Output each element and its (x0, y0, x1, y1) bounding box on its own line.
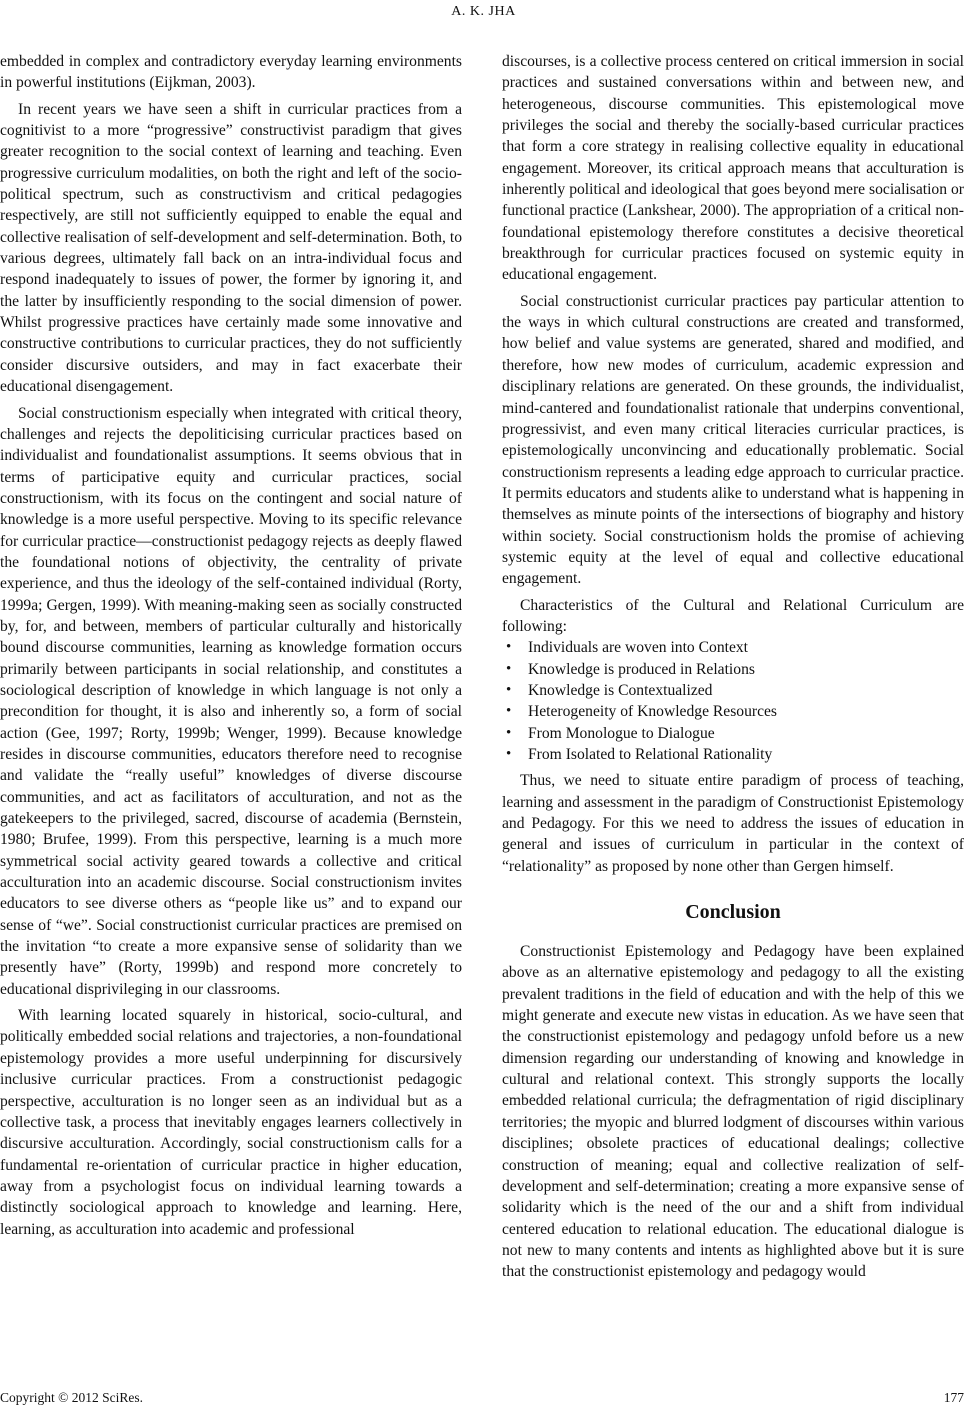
list-item: • From Monologue to Dialogue (528, 723, 964, 744)
right-column (502, 51, 964, 1283)
right-paragraph-5: Constructionist Epistemology and Pedagogy have been explained above as an alternative epistemology and pedagogy to all the existing prevalent traditions in the field of education and with the help of this we might generate and execute new vistas in education. As we have seen that the constructionist epistemology and pedagogy unfold before us a new dimension regarding our understanding of knowing and knowledge in cultural and relational context. This strongly supports the locally embedded relational curricula; the defragmentation of rigid disciplinary territories; the myopic and blurred lodgment of discourses within various disciplines; obsolete practices of educational dealings; collective construction of meaning; equal and collective realization of self-development and self-determination; creating a more expansive sense of solidarity which is the need of the our and a shift from individual centered education to relational education. The educational dialogue is not new to many contents and intents as highlighted above but it is sure that the constructionist epistemology and pedagogy would (502, 943, 964, 1281)
characteristics-list (502, 637, 964, 765)
list-item: • Knowledge is Contextualized (528, 680, 964, 701)
page-number: 177 (943, 1390, 964, 1405)
left-paragraph-1: embedded in complex and contradictory everyday learning environments in powerful institutions (Eijkman, 2003). (0, 53, 462, 92)
list-item: • Heterogeneity of Knowledge Resources (528, 701, 964, 722)
left-paragraph-4: With learning located squarely in historical, socio-cultural, and politically embedded social relations and trajectories, a non-foundational epistemology provides a more useful underpinning for discursively inclusive curricular practices. From a constructionist pedagogic perspective, acculturation is no longer seen as an individual but as a collective task, a process that inevitably engages learners collectively in discursive acculturation. Accordingly, social constructionism calls for a fundamental re-orientation of curricular practice in higher education, away from a psychologist focus on individual learning towards a distinctly sociological approach to knowledge and learning. Here, learning, as acculturation into academic and professional (0, 1007, 462, 1238)
running-head: A. K. JHA (451, 4, 516, 19)
list-item: • Individuals are woven into Context (528, 637, 964, 658)
section-heading-conclusion: Conclusion (685, 901, 781, 924)
right-paragraph-1: discourses, is a collective process centered on critical immersion in social practices and sustained conversations within and between new, and heterogeneous, discourse communities. This epistemological move privileges the social and thereby the socially-based curricular practices that form a core strategy in realising collective equality in educational engagement. Moreover, its critical approach means that acculturation is inherently political and ideological that goes beyond mere socialisation or functional practice (Lankshear, 2000). The appropriation of a critical non-foundational epistemology therefore constitutes a decisive theoretical breakthrough for curricular practices focused on systemic equity in educational engagement. (502, 53, 964, 284)
list-item: • Knowledge is produced in Relations (528, 659, 964, 680)
left-column (0, 51, 462, 1240)
right-paragraph-2: Social constructionist curricular practices pay particular attention to the ways in which cultural constructions are created and transformed, how belief and value systems are generated, shared and modified, and therefore, how new modes of curriculum, academic expression and disciplinary relations are generated. On these grounds, the individualist, mind-cantered and foundationalist rationale that underpins conventional, progressivist, and even many critical literacies curricular practices, is epistemologically unconvincing and educationally problematic. Social constructionism represents a leading edge approach to curricular practice. It permits educators and students alike to understand what is happening in themselves as minute points of the intersections of biography and history within society. Social constructionism holds the promise of achieving systemic equity at the level of equal and collective educational engagement. (502, 292, 964, 588)
left-paragraph-2: In recent years we have seen a shift in curricular practices from a cognitivist to a more “progressive” constructivist paradigm that gives greater recognition to the social context of learning and teaching. Even progressive curriculum modalities, on both the right and left of the socio-political spectrum, such as constructivism and critical pedagogies respectively, are still not sufficiently equipped to enable the equal and collective realisation of self-development and self-determination. Both, to various degrees, ultimately fall back on an intra-individual focus and respond inadequately to issues of power, the former by ignoring it, and the latter by insufficiently responding to the social dimension of power. Whilst progressive practices have certainly made some innovative and constructive contributions to curricular practices, they do not sufficiently consider discursive outsiders, and may in fact exacerbate their educational disengagement. (0, 100, 462, 396)
list-item: • From Isolated to Relational Rationality (528, 744, 964, 765)
left-paragraph-3: Social constructionism especially when integrated with critical theory, challenges and rejects the depoliticising curricular practices based on individualist and foundationalist assumptions. It seems obvious that in terms of participative equity and curricular practices, social constructionism, with its focus on the contingent and social nature of knowledge is a more useful perspective. Moving to its specific relevance for curricular practice—constructionist pedagogy rejects as deeply flawed the foundational notions of objectivity, the centrality of private experience, and thus the ideology of the self-contained individual (Rorty, 1999a; Gergen, 1999). With meaning-making seen as socially constructed by, for, and between, members of particular culturally and historically bound discourse communities, learning as knowledge formation occurs primarily between participants in social relationship, and constitutes a sociological description of knowledge in which language is not only a precondition for thought, it is also and inherently so, a form of social action (Gee, 1997; Rorty, 1999b; Wenger, 1999). Because knowledge resides in discourse communities, educators therefore need to recognise and validate the “really useful” knowledges of diverse discourse communities, and act as facilitators of acculturation, and not as the gatekeepers to the privileged, sacred, discourse of academia (Bernstein, 1980; Brufee, 1999). From this perspective, learning is a much more symmetrical social activity geared towards a collective and critical acculturation into an academic discourse. Social constructionism invites educators to see diverse others as “people like us” and to expand our sense of “we”. Social constructionist curricular practices are premised on the invitation “to create a more expansive sense of solidarity than we presently have” (Rorty, 1999b) and respond more concretely to educational disprivileging in our classrooms. (0, 404, 462, 998)
copyright-notice: Copyright © 2012 SciRes. (0, 1390, 144, 1405)
right-paragraph-4: Thus, we need to situate entire paradigm of process of teaching, learning and assessment in the paradigm of Constructionist Epistemology and Pedagogy. For this we need to address the issues of education in general and issues of curriculum in particular in the context of “relationality” as proposed by none other than Gergen himself. (502, 772, 964, 875)
right-paragraph-3: Characteristics of the Cultural and Relational Curriculum are following: (502, 596, 964, 635)
